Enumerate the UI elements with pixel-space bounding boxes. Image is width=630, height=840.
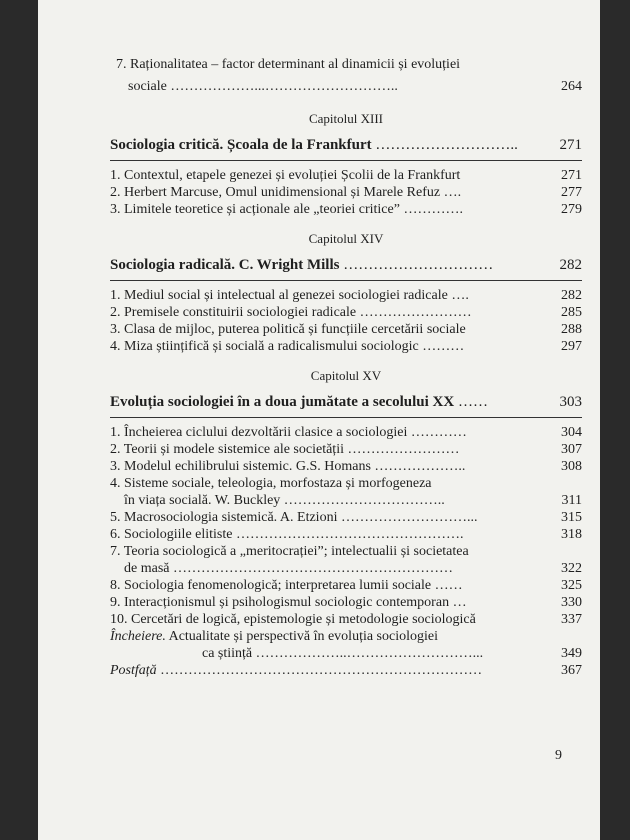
toc-entry-text: 3. Limitele teoretice și acționale ale „teoriei critice” …………. (110, 202, 463, 217)
toc-entry-text: în viața socială. W. Buckley …………………………….. (124, 493, 445, 508)
toc-entry (110, 184, 582, 201)
toc-entry-page: 311 (561, 493, 582, 508)
toc-entry-text: 10. Cercetări de logică, epistemologie și metodologie sociologică (110, 612, 476, 627)
toc-entry-text: de masă …………………………………………………… (124, 561, 453, 576)
toc-entry-dots: …………………………………………………………… (160, 663, 483, 678)
toc-entry-text: sociale ………………...……………………….. (128, 79, 398, 94)
toc-entry-page: 325 (561, 578, 582, 593)
toc-entry-text: 6. Sociologiile elitiste …………………………………………. (110, 527, 464, 542)
toc-entry-page: 297 (561, 339, 582, 354)
divider (110, 417, 582, 418)
toc-entry-page: 315 (561, 510, 582, 525)
toc-entry-page: 308 (561, 459, 582, 474)
chapter-title (110, 393, 582, 411)
toc-entry (110, 526, 582, 543)
toc-entry (110, 201, 582, 218)
toc-entry (110, 287, 582, 304)
toc-entry-text: 9. Interacționismul și psihologismul sociologic contemporan … (110, 595, 467, 610)
toc-entry (110, 458, 582, 475)
toc-entry-label: Postfață (110, 663, 157, 678)
toc-entry-text: 3. Clasa de mijloc, puterea politică și funcțiile cercetării sociale (110, 322, 466, 337)
toc-entry (110, 594, 582, 611)
toc-entry-text: 7. Raționalitatea – factor determinant al dinamicii și evoluției (116, 57, 461, 72)
toc-entry (110, 424, 582, 441)
divider (110, 160, 582, 161)
toc-entry-page: 318 (561, 527, 582, 542)
toc-entry-text: 2. Teorii și modele sistemice ale societății …………………… (110, 442, 460, 457)
chapter-title-dots: ………………………… (343, 257, 494, 273)
toc-entry-text: 1. Contextul, etapele genezei și evoluției Școlii de la Frankfurt (110, 168, 461, 183)
toc-entry-page: 349 (561, 646, 582, 661)
toc-entry (110, 441, 582, 458)
toc-entry-text: 1. Încheierea ciclului dezvoltării clasice a sociologiei ………… (110, 425, 467, 440)
chapter-label: Capitolul XIV (308, 231, 384, 246)
chapter-title-page: 303 (559, 394, 582, 410)
toc-entry-page: 285 (561, 305, 582, 320)
toc-entry-page: 277 (561, 185, 582, 200)
toc-entry (110, 509, 582, 526)
toc-entry-text: 7. Teoria sociologică a „meritocrației”; intelectualii și societatea (110, 544, 469, 559)
chapter-title-text: Sociologia critică. Școala de la Frankfurt (110, 137, 372, 153)
toc-entry-text: Actualitate și perspectivă în evoluția sociologiei (168, 629, 438, 644)
toc-entry (110, 543, 582, 560)
toc-entry (110, 560, 582, 577)
toc-entry (110, 645, 582, 662)
toc-entry-text: 8. Sociologia fenomenologică; interpretarea lumii sociale …… (110, 578, 463, 593)
toc-entry-text: ca știință ………………..………………………... (202, 646, 484, 661)
toc-entry (110, 338, 582, 355)
chapter-label: Capitolul XIII (308, 111, 383, 126)
table-of-contents (110, 56, 582, 679)
toc-entry-text: 2. Herbert Marcuse, Omul unidimensional și Marele Refuz …. (110, 185, 462, 200)
toc-entry-page: 330 (561, 595, 582, 610)
toc-entry (110, 611, 582, 628)
toc-entry-page: 279 (561, 202, 582, 217)
chapter-title-dots: ……………………….. (375, 137, 518, 153)
toc-entry-page: 337 (561, 612, 582, 627)
toc-entry-text: 3. Modelul echilibrului sistemic. G.S. Homans ……………….. (110, 459, 466, 474)
chapter-title-dots: …… (457, 394, 488, 410)
toc-entry (110, 628, 582, 645)
toc-entry-text: 4. Miza științifică și socială a radicalismului sociologic ……… (110, 339, 465, 354)
toc-entry-page: 271 (561, 168, 582, 183)
toc-entry-text: 4. Sisteme sociale, teleologia, morfostaza și morfogeneza (110, 476, 432, 491)
toc-entry (110, 56, 582, 95)
toc-entry-page: 322 (561, 561, 582, 576)
toc-entry (110, 662, 582, 679)
toc-entry-label: Încheiere. (110, 629, 166, 644)
book-page (38, 0, 600, 840)
toc-entry-page: 282 (561, 288, 582, 303)
toc-entry (110, 577, 582, 594)
chapter-title-page: 271 (559, 137, 582, 153)
toc-entry-text: 2. Premisele constituirii sociologiei radicale …………………… (110, 305, 472, 320)
toc-entry-text: 1. Mediul social și intelectual al genezei sociologiei radicale …. (110, 288, 469, 303)
toc-entry-page: 367 (561, 663, 582, 678)
divider (110, 280, 582, 281)
toc-entry (110, 321, 582, 338)
chapter-title-text: Sociologia radicală. C. Wright Mills (110, 257, 340, 273)
toc-entry (110, 167, 582, 184)
toc-entry (110, 475, 582, 492)
toc-entry-page: 307 (561, 442, 582, 457)
chapter-title-text: Evoluția sociologiei în a doua jumătate a secolului XX (110, 394, 455, 410)
toc-entry-page: 304 (561, 425, 582, 440)
chapter-title (110, 256, 582, 274)
toc-entry-text: 5. Macrosociologia sistemică. A. Etzioni ………………………... (110, 510, 478, 525)
toc-entry (110, 492, 582, 509)
chapter-title (110, 136, 582, 154)
toc-entry-page: 264 (561, 79, 582, 94)
chapter-label: Capitolul XV (310, 368, 382, 383)
page-number: 9 (555, 748, 562, 763)
chapter-title-page: 282 (559, 257, 582, 273)
toc-entry (110, 304, 582, 321)
toc-entry-page: 288 (561, 322, 582, 337)
